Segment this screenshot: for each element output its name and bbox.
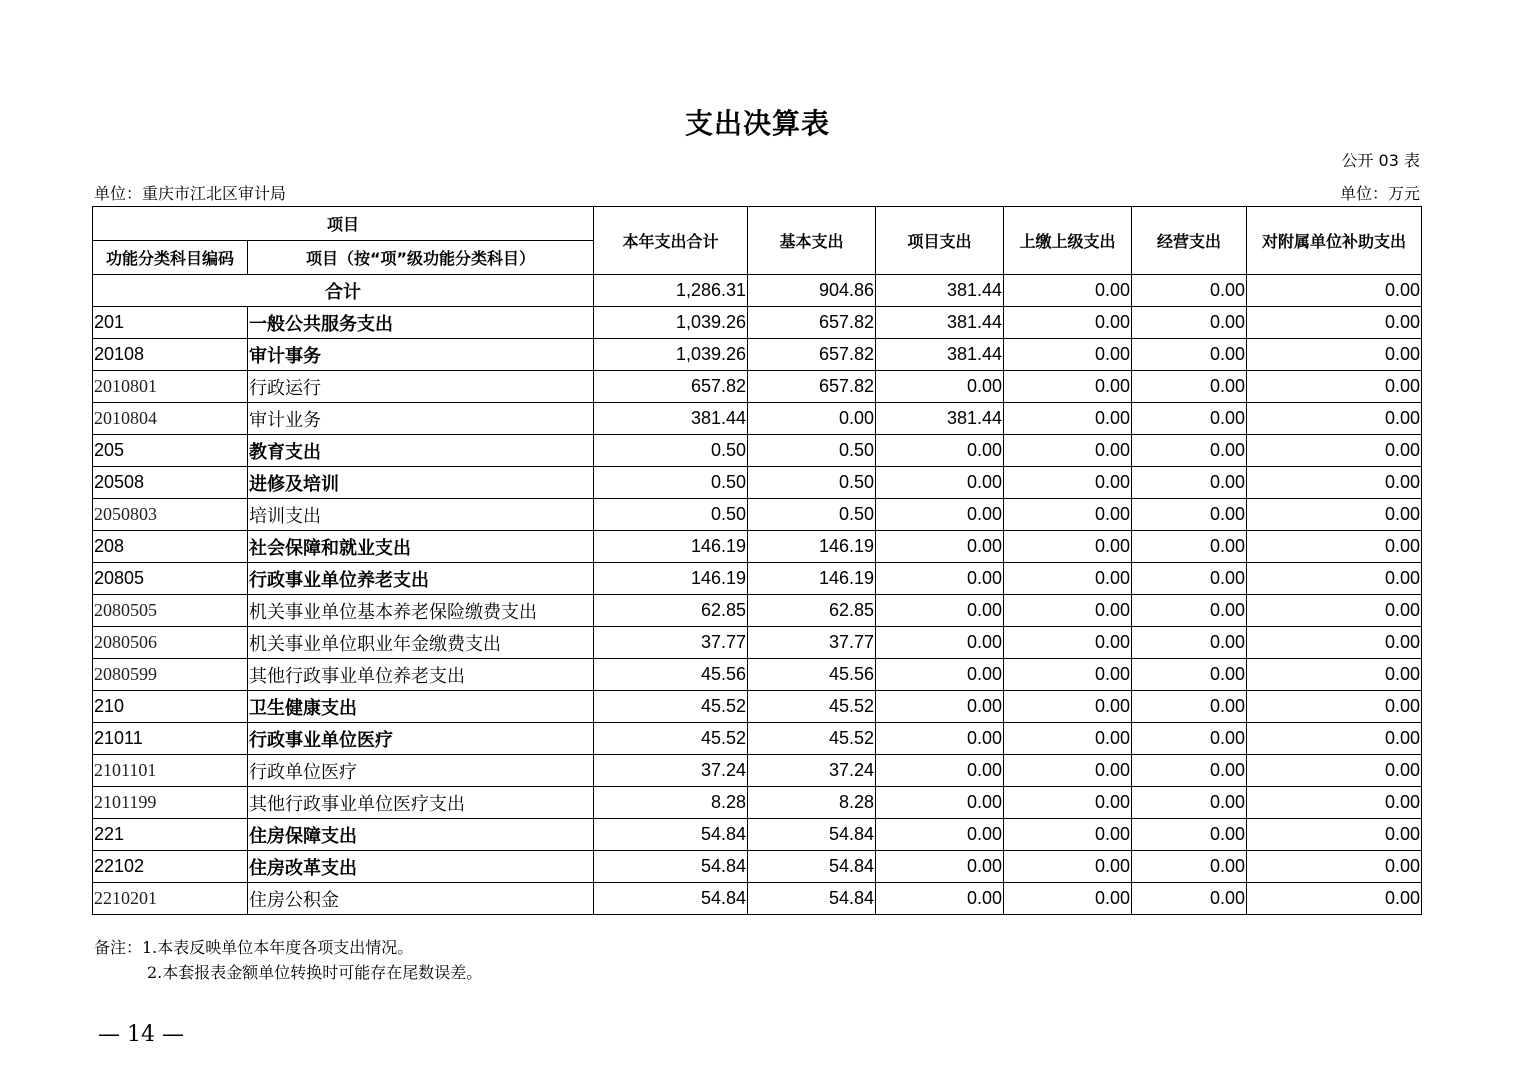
row-value: 0.00 [876,787,1004,819]
row-value: 657.82 [594,371,748,403]
notes [94,935,482,985]
row-value: 45.56 [748,659,876,691]
currency-unit: 单位：万元 [1339,184,1420,203]
row-value: 0.00 [876,435,1004,467]
row-value: 0.00 [876,595,1004,627]
row-value: 1,039.26 [594,307,748,339]
row-value: 0.00 [1132,755,1247,787]
row-value: 0.00 [1004,723,1132,755]
table-row [93,339,1422,371]
row-value: 0.00 [1004,467,1132,499]
row-value: 0.00 [876,819,1004,851]
total-value: 904.86 [748,275,876,307]
row-value: 0.00 [876,883,1004,915]
row-value: 0.00 [1004,307,1132,339]
row-value: 54.84 [748,851,876,883]
row-value: 0.00 [1247,371,1422,403]
row-value: 0.00 [1004,563,1132,595]
row-value: 54.84 [748,819,876,851]
table-row [93,595,1422,627]
row-value: 0.00 [876,659,1004,691]
row-value: 0.00 [1132,659,1247,691]
total-value: 381.44 [876,275,1004,307]
row-value: 381.44 [876,339,1004,371]
row-code: 2080506 [93,627,248,659]
row-value: 0.50 [748,435,876,467]
row-name: 审计事务 [248,339,594,371]
row-value: 0.50 [594,467,748,499]
row-value: 0.00 [1247,819,1422,851]
row-value: 8.28 [594,787,748,819]
row-code: 2010801 [93,371,248,403]
total-value: 0.00 [1004,275,1132,307]
row-value: 0.00 [1247,307,1422,339]
table-row [93,435,1422,467]
row-name: 行政运行 [248,371,594,403]
row-code: 22102 [93,851,248,883]
row-value: 0.00 [1004,819,1132,851]
note-line-1: 备注：1.本表反映单位本年度各项支出情况。 [94,938,414,957]
row-value: 381.44 [594,403,748,435]
row-code: 210 [93,691,248,723]
row-value: 146.19 [594,531,748,563]
row-value: 0.00 [1247,563,1422,595]
row-value: 0.00 [1247,467,1422,499]
row-value: 146.19 [748,531,876,563]
row-value: 0.00 [1004,531,1132,563]
row-code: 20108 [93,339,248,371]
header-upper: 上缴上级支出 [1004,207,1132,275]
total-value: 0.00 [1247,275,1422,307]
row-value: 0.00 [1004,691,1132,723]
row-value: 0.00 [1247,403,1422,435]
row-value: 0.00 [1247,499,1422,531]
header-project: 项目 [93,207,594,241]
row-value: 146.19 [748,563,876,595]
table-row [93,883,1422,915]
row-value: 45.52 [748,691,876,723]
row-value: 0.00 [876,531,1004,563]
row-value: 657.82 [748,307,876,339]
header-total: 本年支出合计 [594,207,748,275]
row-value: 37.24 [748,755,876,787]
row-value: 0.00 [1132,467,1247,499]
row-code: 2101199 [93,787,248,819]
row-value: 0.00 [1004,435,1132,467]
row-value: 0.00 [1004,339,1132,371]
row-name: 行政事业单位医疗 [248,723,594,755]
row-value: 0.00 [1247,435,1422,467]
row-value: 0.00 [876,755,1004,787]
row-value: 0.00 [1247,595,1422,627]
reporting-unit: 单位：重庆市江北区审计局 [94,184,287,203]
row-value: 0.50 [594,435,748,467]
row-value: 0.00 [876,499,1004,531]
row-name: 卫生健康支出 [248,691,594,723]
table-header [93,207,1422,275]
table-row [93,531,1422,563]
row-value: 0.00 [1132,819,1247,851]
row-name: 机关事业单位基本养老保险缴费支出 [248,595,594,627]
row-name: 其他行政事业单位医疗支出 [248,787,594,819]
row-value: 0.50 [748,467,876,499]
row-name: 住房保障支出 [248,819,594,851]
header-subsidy: 对附属单位补助支出 [1247,207,1422,275]
page-title: 支出决算表 [684,107,830,140]
row-value: 0.50 [748,499,876,531]
row-value: 0.00 [876,851,1004,883]
row-value: 0.00 [1004,787,1132,819]
row-value: 0.00 [1247,755,1422,787]
expenditure-table [92,206,1422,915]
row-value: 0.00 [1247,851,1422,883]
row-value: 62.85 [748,595,876,627]
note-line-2: 2.本套报表金额单位转换时可能存在尾数误差。 [147,963,483,982]
row-value: 146.19 [594,563,748,595]
row-value: 381.44 [876,403,1004,435]
total-value: 0.00 [1132,275,1247,307]
row-code: 205 [93,435,248,467]
row-value: 381.44 [876,307,1004,339]
row-code: 208 [93,531,248,563]
table-row [93,371,1422,403]
table-row [93,819,1422,851]
table-row [93,499,1422,531]
row-name: 其他行政事业单位养老支出 [248,659,594,691]
row-value: 0.00 [1247,531,1422,563]
row-value: 0.00 [1004,595,1132,627]
row-code: 2210201 [93,883,248,915]
row-name: 行政事业单位养老支出 [248,563,594,595]
row-code: 21011 [93,723,248,755]
table-row [93,787,1422,819]
table-row [93,307,1422,339]
row-value: 657.82 [748,371,876,403]
header-code: 功能分类科目编码 [93,241,248,275]
table-row [93,691,1422,723]
table-row [93,723,1422,755]
row-value: 0.00 [1132,403,1247,435]
row-value: 1,039.26 [594,339,748,371]
total-value: 1,286.31 [594,275,748,307]
row-code: 2050803 [93,499,248,531]
row-value: 0.00 [1247,339,1422,371]
row-value: 54.84 [748,883,876,915]
row-code: 221 [93,819,248,851]
table-row [93,851,1422,883]
row-value: 0.00 [1247,659,1422,691]
row-code: 20508 [93,467,248,499]
row-value: 0.00 [1132,595,1247,627]
row-value: 37.77 [594,627,748,659]
row-value: 45.52 [748,723,876,755]
row-value: 0.00 [876,371,1004,403]
row-value: 45.52 [594,723,748,755]
row-value: 0.00 [876,723,1004,755]
row-name: 行政单位医疗 [248,755,594,787]
header-basic: 基本支出 [748,207,876,275]
row-value: 0.00 [1004,627,1132,659]
header-name: 项目（按“项”级功能分类科目） [248,241,594,275]
row-code: 2010804 [93,403,248,435]
row-value: 0.00 [1132,627,1247,659]
row-value: 8.28 [748,787,876,819]
header-operating: 经营支出 [1132,207,1247,275]
table-row [93,755,1422,787]
row-name: 进修及培训 [248,467,594,499]
row-value: 0.00 [1132,723,1247,755]
row-value: 0.00 [1004,883,1132,915]
row-code: 2080599 [93,659,248,691]
row-value: 0.00 [1004,499,1132,531]
row-value: 62.85 [594,595,748,627]
row-value: 0.00 [1132,691,1247,723]
row-value: 0.00 [1132,371,1247,403]
row-value: 0.00 [1132,499,1247,531]
row-value: 54.84 [594,883,748,915]
row-value: 0.00 [876,691,1004,723]
row-value: 37.77 [748,627,876,659]
table-row [93,627,1422,659]
total-label: 合计 [93,275,594,307]
row-value: 0.00 [1132,307,1247,339]
form-number: 公开 03 表 [1341,151,1420,170]
row-value: 0.00 [1247,723,1422,755]
row-name: 住房改革支出 [248,851,594,883]
table-row [93,659,1422,691]
row-value: 0.00 [1004,659,1132,691]
row-value: 0.00 [876,467,1004,499]
row-value: 0.00 [1004,755,1132,787]
row-value: 0.00 [1132,851,1247,883]
row-value: 0.00 [1247,883,1422,915]
table-row [93,403,1422,435]
row-value: 0.00 [1132,339,1247,371]
row-value: 0.00 [1132,787,1247,819]
row-value: 657.82 [748,339,876,371]
row-value: 37.24 [594,755,748,787]
table-body [93,275,1422,915]
table-row [93,563,1422,595]
row-value: 0.00 [748,403,876,435]
row-value: 0.00 [1132,563,1247,595]
row-value: 54.84 [594,819,748,851]
row-value: 0.00 [876,627,1004,659]
row-name: 培训支出 [248,499,594,531]
row-value: 45.56 [594,659,748,691]
total-row [93,275,1422,307]
row-value: 0.00 [1004,371,1132,403]
row-value: 0.00 [1132,531,1247,563]
header-project-expense: 项目支出 [876,207,1004,275]
row-name: 社会保障和就业支出 [248,531,594,563]
row-value: 0.00 [876,563,1004,595]
row-name: 一般公共服务支出 [248,307,594,339]
row-value: 45.52 [594,691,748,723]
page-number: — 14 — [98,1022,184,1047]
row-value: 54.84 [594,851,748,883]
row-value: 0.00 [1004,851,1132,883]
row-value: 0.00 [1132,883,1247,915]
row-code: 2080505 [93,595,248,627]
table-row [93,467,1422,499]
row-value: 0.00 [1132,435,1247,467]
row-name: 机关事业单位职业年金缴费支出 [248,627,594,659]
row-value: 0.00 [1247,691,1422,723]
row-code: 201 [93,307,248,339]
row-name: 教育支出 [248,435,594,467]
row-name: 住房公积金 [248,883,594,915]
row-value: 0.00 [1247,787,1422,819]
row-value: 0.50 [594,499,748,531]
row-value: 0.00 [1004,403,1132,435]
row-code: 2101101 [93,755,248,787]
row-code: 20805 [93,563,248,595]
row-name: 审计业务 [248,403,594,435]
row-value: 0.00 [1247,627,1422,659]
